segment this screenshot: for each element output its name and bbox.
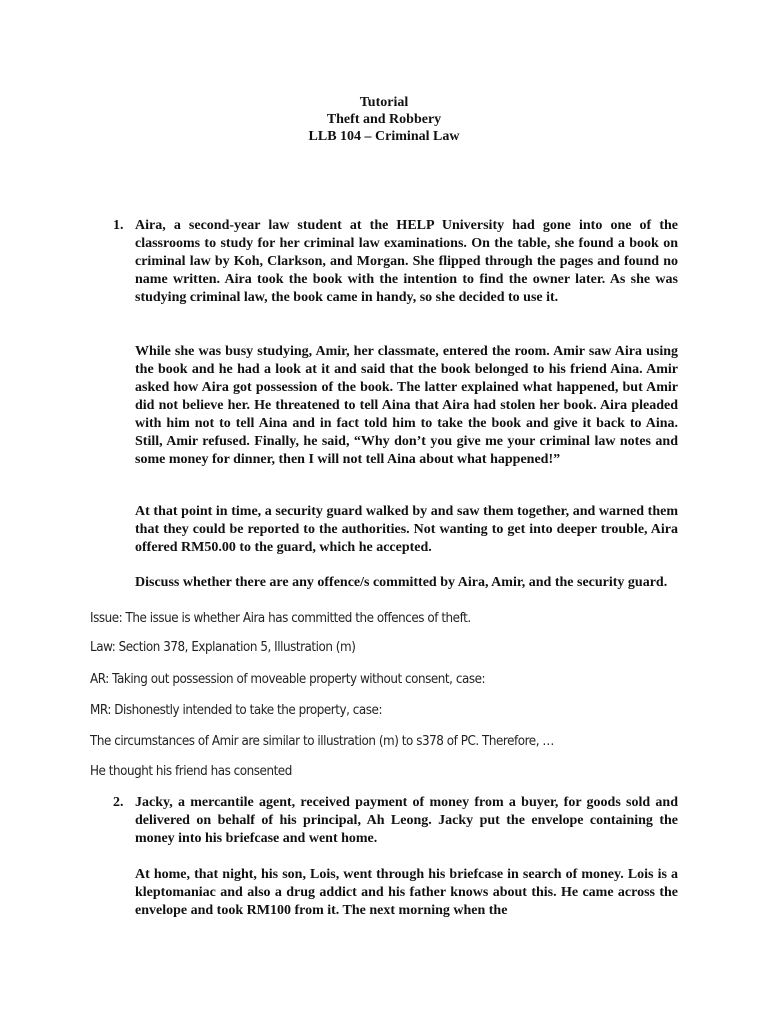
answer-circumstances: The circumstances of Amir are similar to illustration (m) to s378 of PC. Therefore, … — [90, 734, 554, 749]
question-2-paragraph-2: At home, that night, his son, Lois, went through his briefcase in search of money. Lois is a kleptomaniac and also a drug addict and his father knows about this. He came across the envelope and took RM100 from it. The next morning when the — [135, 867, 678, 918]
answer-ar: AR: Taking out possession of moveable property without consent, case: — [90, 672, 486, 687]
answer-mr: MR: Dishonestly intended to take the property, case: — [90, 703, 383, 718]
answer-thought: He thought his friend has consented — [90, 764, 292, 779]
question-1-paragraph-2: While she was busy studying, Amir, her classmate, entered the room. Amir saw Aira using the book and he had a look at it and said that the book belonged to his friend Aina. Amir asked how Aira got possession of the book. The latter explained what happened, but Amir did not believe her. He threatened to tell Aina that Aira had stolen her book. Aira pleaded with him not to tell Aina and in fact told him to take the book and give it back to Aina. Still, Amir refused. Finally, he said, “Why don’t you give me your criminal law notes and some money for dinner, then I will not tell Aina about what happened!” — [135, 344, 678, 467]
question-1-paragraph-4: Discuss whether there are any offence/s committed by Aira, Amir, and the security guard. — [135, 575, 668, 590]
question-1-paragraph-1: Aira, a second-year law student at the HELP University had gone into one of the classrooms to study for her criminal law examinations. On the table, she found a book on criminal law by Koh, Clarkson, and Morgan. She flipped through the pages and found no name written. Aira took the book with the intention to find the owner later. As she was studying criminal law, the book came in handy, so she decided to use it. — [135, 218, 678, 305]
header-title: Tutorial — [359, 95, 409, 110]
question-2-paragraph-1: Jacky, a mercantile agent, received payment of money from a buyer, for goods sold and delivered on behalf of his principal, Ah Leong. Jacky put the envelope containing the money into his briefcase and went home. — [135, 795, 678, 846]
document-header — [0, 94, 768, 145]
question-1-paragraph-3: At that point in time, a security guard walked by and saw them together, and warned them that they could be reported to the authorities. Not wanting to get into deeper trouble, Aira offered RM50.00 to the guard, which he accepted. — [135, 504, 678, 555]
question-1-number: 1. — [113, 218, 124, 233]
header-course: LLB 104 – Criminal Law — [308, 129, 460, 144]
answer-issue: Issue: The issue is whether Aira has committed the offences of theft. — [90, 611, 471, 626]
answer-law: Law: Section 378, Explanation 5, Illustration (m) — [90, 640, 356, 655]
header-topic: Theft and Robbery — [326, 112, 442, 127]
question-2-number: 2. — [113, 795, 124, 810]
